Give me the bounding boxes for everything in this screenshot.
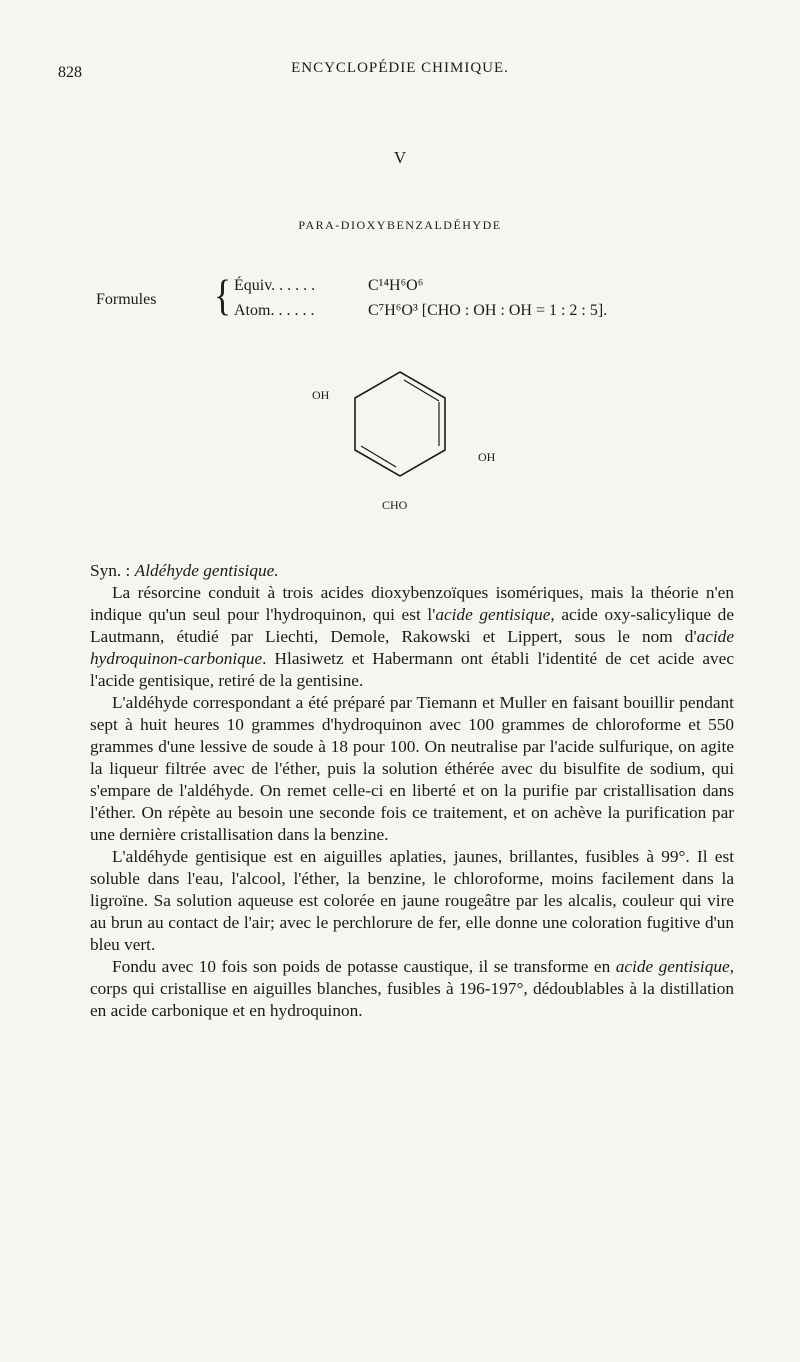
formula-equiv-key: Équiv. . . . . . [234, 277, 316, 294]
p1-em-2: acide hydroquinon-carbonique [90, 627, 734, 668]
p4-part-b: , corps qui cristallise en aiguilles blanches, fusibles à 196-197°, dédoublables à la distillation en acide carbonique et en hydroquinon. [90, 957, 735, 1020]
formula-atom-value: C⁷H⁶O³ [CHO : OH : OH = 1 : 2 : 5]. [368, 302, 608, 319]
body-text [90, 560, 734, 1022]
benzene-ring [320, 360, 520, 490]
p4-part-a: Fondu avec 10 fois son poids de potasse caustique, il se transforme en [112, 957, 616, 976]
syn-prefix: Syn. : [90, 561, 135, 580]
label-cho: CHO [382, 498, 408, 512]
syn-name: Aldéhyde gentisique. [134, 561, 279, 580]
paragraph-4 [90, 956, 734, 1022]
section-title: PARA-DIOXYBENZALDÉHYDE [298, 218, 502, 232]
p4-em: acide gentisique [615, 957, 730, 976]
formula-equiv-value: C¹⁴H⁶O⁶ [368, 277, 424, 294]
formulas-label: Formules [96, 291, 157, 308]
p1-em-1: acide gentisique [435, 605, 551, 624]
formula-atom [234, 302, 607, 320]
paragraph-3: L'aldéhyde gentisique est en aiguilles aplaties, jaunes, brillantes, fusibles à 99°. Il est soluble dans l'eau, l'alcool, l'éther, la benzine, le chloroforme, moins facilement dans la ligroïne. Sa solution aqueuse est colorée en jaune rougeâtre par les alcalis, couleur qui vire au brun au contact de l'air; avec le perchlorure de fer, elle donne une coloration fugitive d'un bleu vert. [90, 847, 734, 954]
label-oh-left: OH [312, 388, 330, 402]
paragraph-2: L'aldéhyde correspondant a été préparé par Tiemann et Muller en faisant bouillir pendant sept à huit heures 10 grammes d'hydroquinon avec 100 grammes de chloroforme et 550 grammes d'une lessive de soude à 18 pour 100. On neutralise par l'acide sulfurique, on agite la liqueur filtrée avec de l'éther, puis la solution éthérée avec du bisulfite de sodium, qui s'empare de l'aldéhyde. On remet celle-ci en liberté et on la purifie par cristallisation dans l'éther. On répète au besoin une seconde fois ce traitement, et on achève la purification par une dernière cristallisation dans la benzine. [90, 693, 734, 844]
p1-part-c: . Hlasiwetz et Habermann ont établi l'identité de cet acide avec l'acide gentisique, retiré de la gentisine. [90, 649, 734, 690]
p1-part-a: La résorcine conduit à trois acides dioxybenzoïques isomériques, mais la théorie n'en indique qu'un seul pour l'hydroquinon, qui est l' [90, 583, 734, 624]
structural-formula [312, 360, 520, 520]
formula-atom-key: Atom. . . . . . [234, 302, 315, 319]
paragraph-1 [90, 582, 734, 692]
page-number: 828 [58, 64, 82, 81]
brace: { [214, 271, 232, 319]
p1-part-b: , acide oxy-salicylique de Lautmann, étudié par Liechti, Demole, Rakowski et Lippert, sous le nom d' [90, 605, 734, 646]
section-number: V [393, 148, 407, 167]
label-oh-right: OH [478, 450, 496, 464]
synonym-line [90, 560, 734, 582]
formula-equiv [234, 277, 423, 295]
running-head: ENCYCLOPÉDIE CHIMIQUE. [291, 60, 509, 76]
